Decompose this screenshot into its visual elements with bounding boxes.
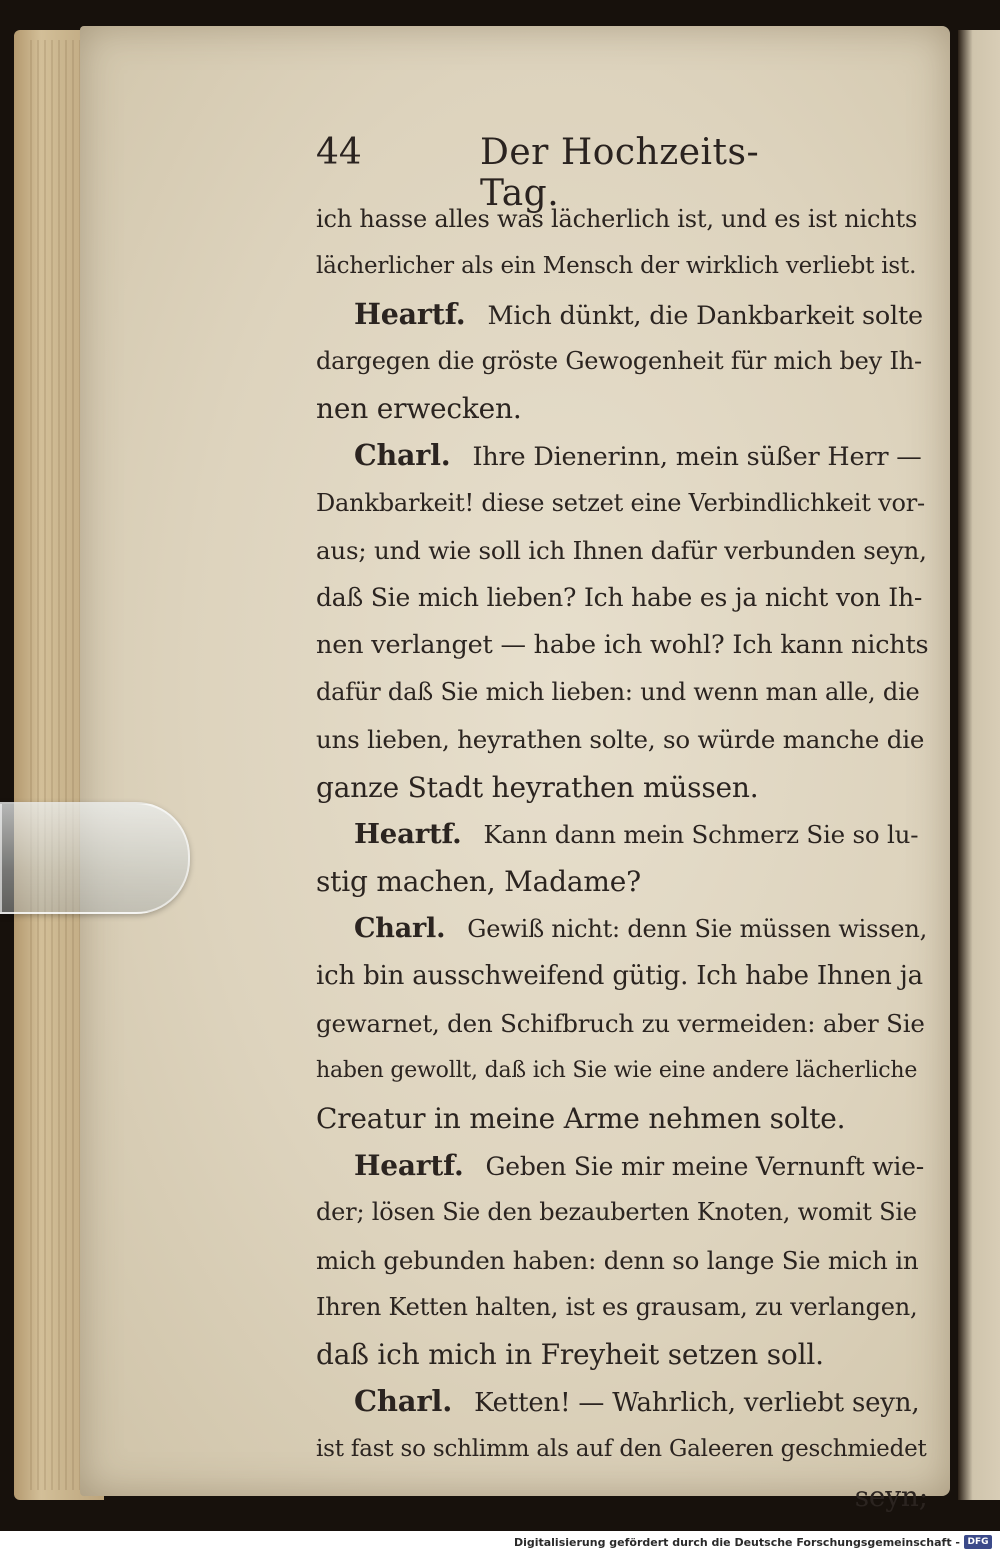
text-line: stig machen, Madame?: [316, 865, 641, 899]
speaker-name: Heartf.: [354, 1148, 464, 1182]
text-line: uns lieben, heyrathen solte, so würde manche die: [316, 725, 925, 755]
text-line: Charl. Ketten! — Wahrlich, verliebt seyn,: [354, 1384, 920, 1419]
page-holder-clip: [0, 802, 190, 914]
text-line: daß Sie mich lieben? Ich habe es ja nicht von Ih-: [316, 583, 923, 613]
text-line: Heartf. Geben Sie mir meine Vernunft wie-: [354, 1148, 925, 1182]
text-line: haben gewollt, daß ich Sie wie eine andere lächerliche: [316, 1058, 918, 1084]
text-line: daß ich mich in Freyheit setzen soll.: [316, 1338, 824, 1372]
speaker-name: Charl.: [354, 438, 451, 473]
speaker-name: Charl.: [354, 913, 446, 945]
facing-page-edge: [958, 30, 1000, 1500]
text-line: Charl. Ihre Dienerinn, mein süßer Herr —: [354, 438, 922, 473]
digitization-credit: Digitalisierung gefördert durch die Deutsche Forschungsgemeinschaft -: [513, 1536, 960, 1549]
speaker-name: Charl.: [354, 1384, 453, 1419]
text-line: ganze Stadt heyrathen müssen.: [316, 770, 759, 804]
text-line: der; lösen Sie den bezauberten Knoten, womit Sie: [316, 1198, 917, 1227]
text-line: ich hasse alles was lächerlich ist, und es ist nichts: [316, 205, 918, 233]
text-line: Charl. Gewiß nicht: denn Sie müssen wissen,: [354, 913, 928, 945]
catchword: seyn;: [854, 1480, 928, 1514]
text-line: nen verlanget — habe ich wohl? Ich kann nichts: [316, 629, 929, 660]
text-line: Creatur in meine Arme nehmen solte.: [316, 1101, 846, 1135]
text-line: ich bin ausschweifend gütig. Ich habe Ihnen ja: [316, 960, 923, 991]
text-line: dafür daß Sie mich lieben: und wenn man alle, die: [316, 677, 920, 706]
page-header: [316, 126, 776, 214]
body-text: [316, 196, 928, 1520]
speaker-name: Heartf.: [354, 817, 462, 850]
dfg-logo-icon: DFG: [964, 1535, 992, 1549]
text-line: mich gebunden haben: denn so lange Sie mich in: [316, 1245, 919, 1275]
text-line: Heartf. Kann dann mein Schmerz Sie so lu-: [354, 817, 919, 850]
running-title: Der Hochzeits-Tag.: [480, 132, 760, 214]
text-line: Dankbarkeit! diese setzet eine Verbindlichkeit vor-: [316, 488, 925, 517]
text-line: Ihren Ketten halten, ist es grausam, zu verlangen,: [316, 1292, 918, 1321]
text-line: dargegen die gröste Gewogenheit für mich bey Ih-: [316, 346, 922, 375]
page-number: 44: [316, 132, 362, 173]
text-line: nen erwecken.: [316, 392, 522, 426]
text-line: Heartf. Mich dünkt, die Dankbarkeit solte: [354, 296, 923, 331]
text-line: gewarnet, den Schifbruch zu vermeiden: aber Sie: [316, 1009, 925, 1039]
text-line: aus; und wie soll ich Ihnen dafür verbunden seyn,: [316, 536, 927, 566]
text-line: lächerlicher als ein Mensch der wirklich verliebt ist.: [316, 253, 917, 280]
speaker-name: Heartf.: [354, 296, 466, 331]
text-line: ist fast so schlimm als auf den Galeeren geschmiedet: [316, 1435, 927, 1462]
